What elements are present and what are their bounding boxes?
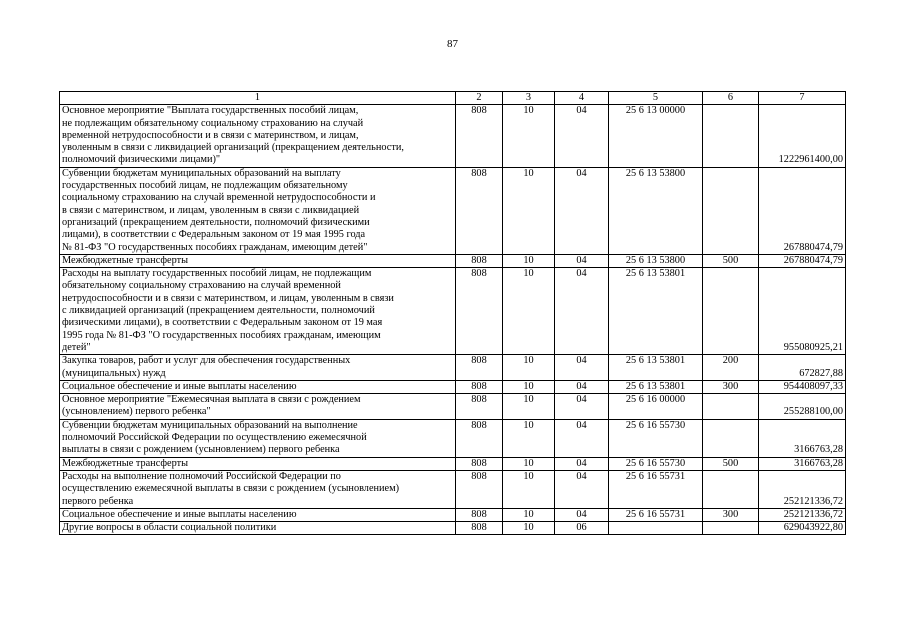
section-code: 10 <box>503 470 555 508</box>
subsection-code: 04 <box>555 355 609 381</box>
budget-table <box>59 91 846 535</box>
target-article-code: 25 6 16 55731 <box>609 470 703 508</box>
subsection-code: 04 <box>555 470 609 508</box>
item-name-line: обязательному социальному страхованию на случай временной <box>62 280 341 292</box>
amount: 252121336,72 <box>759 470 846 508</box>
target-article-code: 25 6 16 55730 <box>609 419 703 457</box>
ministry-code: 808 <box>456 470 503 508</box>
table-row <box>60 268 846 355</box>
amount: 3166763,28 <box>759 419 846 457</box>
table-row <box>60 105 846 167</box>
subsection-code: 04 <box>555 105 609 167</box>
target-article-code: 25 6 13 53801 <box>609 268 703 355</box>
page-number: 87 <box>447 38 458 50</box>
item-name-line: Субвенции бюджетам муниципальных образований на выплату <box>62 167 341 179</box>
ministry-code: 808 <box>456 508 503 521</box>
item-name-line: Социальное обеспечение и иные выплаты населению <box>62 508 297 520</box>
item-name <box>60 268 456 355</box>
item-name-line: с ликвидацией организаций (прекращением деятельности, полномочий <box>62 305 375 317</box>
column-header: 6 <box>703 92 759 105</box>
expense-type-code: 500 <box>703 457 759 470</box>
target-article-code: 25 6 13 53801 <box>609 355 703 381</box>
item-name-line: Основное мероприятие "Ежемесячная выплата в связи с рождением <box>62 394 361 406</box>
item-name <box>60 457 456 470</box>
item-name-line: в связи с материнством, и лицам, уволенным в связи с ликвидацией <box>62 204 360 216</box>
ministry-code: 808 <box>456 355 503 381</box>
subsection-code: 04 <box>555 457 609 470</box>
target-article-code: 25 6 13 00000 <box>609 105 703 167</box>
subsection-code: 04 <box>555 394 609 420</box>
expense-type-code: 300 <box>703 380 759 393</box>
ministry-code: 808 <box>456 167 503 254</box>
item-name-line: (усыновлением) первого ребенка" <box>62 406 211 418</box>
amount: 267880474,79 <box>759 254 846 267</box>
target-article-code: 25 6 16 00000 <box>609 394 703 420</box>
target-article-code: 25 6 13 53801 <box>609 380 703 393</box>
item-name <box>60 394 456 420</box>
item-name-line: государственных пособий лицам, не подлежащим обязательному <box>62 180 348 192</box>
section-code: 10 <box>503 254 555 267</box>
ministry-code: 808 <box>456 522 503 535</box>
section-code: 10 <box>503 394 555 420</box>
table-row <box>60 457 846 470</box>
expense-type-code <box>703 394 759 420</box>
table-row <box>60 522 846 535</box>
item-name <box>60 105 456 167</box>
table-row <box>60 470 846 508</box>
expense-type-code <box>703 522 759 535</box>
table-row <box>60 167 846 254</box>
table-row <box>60 508 846 521</box>
expense-type-code <box>703 105 759 167</box>
item-name-line: организаций (прекращением деятельности, полномочий физическими <box>62 216 370 228</box>
ministry-code: 808 <box>456 419 503 457</box>
ministry-code: 808 <box>456 380 503 393</box>
table-row <box>60 380 846 393</box>
section-code: 10 <box>503 167 555 254</box>
column-header: 3 <box>503 92 555 105</box>
item-name <box>60 508 456 521</box>
item-name-line: Расходы на выплату государственных пособий лицам, не подлежащим <box>62 268 372 280</box>
ministry-code: 808 <box>456 105 503 167</box>
amount: 252121336,72 <box>759 508 846 521</box>
target-article-code <box>609 522 703 535</box>
item-name-line: полномочий Российской Федерации по осуществлению ежемесячной <box>62 432 367 444</box>
column-header: 4 <box>555 92 609 105</box>
item-name-line: осуществлению ежемесячной выплаты в связи с рождением (усыновлением) <box>62 483 400 495</box>
item-name-line: 1995 года № 81-ФЗ "О государственных пособиях гражданам, имеющим <box>62 329 381 341</box>
item-name <box>60 522 456 535</box>
item-name-line: Межбюджетные трансферты <box>62 457 189 469</box>
section-code: 10 <box>503 522 555 535</box>
section-code: 10 <box>503 508 555 521</box>
table-row <box>60 419 846 457</box>
item-name-line: социальному страхованию на случай временной нетрудоспособности и <box>62 192 376 204</box>
item-name-line: Расходы на выполнение полномочий Российской Федерации по <box>62 470 341 482</box>
table-row <box>60 254 846 267</box>
item-name-line: Основное мероприятие "Выплата государственных пособий лицам, <box>62 105 359 117</box>
item-name-line: (муниципальных) нужд <box>62 367 166 379</box>
expense-type-code <box>703 268 759 355</box>
ministry-code: 808 <box>456 268 503 355</box>
column-header: 7 <box>759 92 846 105</box>
section-code: 10 <box>503 355 555 381</box>
amount: 629043922,80 <box>759 522 846 535</box>
item-name-line: № 81-ФЗ "О государственных пособиях гражданам, имеющим детей" <box>62 241 368 253</box>
ministry-code: 808 <box>456 254 503 267</box>
subsection-code: 04 <box>555 419 609 457</box>
expense-type-code <box>703 470 759 508</box>
column-header: 2 <box>456 92 503 105</box>
target-article-code: 25 6 16 55730 <box>609 457 703 470</box>
subsection-code: 04 <box>555 380 609 393</box>
item-name-line: уволенным в связи с ликвидацией организаций (прекращением деятельности, <box>62 142 404 154</box>
item-name-line: детей" <box>62 341 91 353</box>
item-name-line: Другие вопросы в области социальной политики <box>62 522 277 534</box>
item-name-line: Социальное обеспечение и иные выплаты населению <box>62 380 297 392</box>
amount: 255288100,00 <box>759 394 846 420</box>
amount: 955080925,21 <box>759 268 846 355</box>
item-name-line: физическими лицами), в соответствии с Федеральным законом от 19 мая <box>62 317 383 329</box>
column-header: 1 <box>60 92 456 105</box>
item-name <box>60 470 456 508</box>
target-article-code: 25 6 16 55731 <box>609 508 703 521</box>
item-name <box>60 254 456 267</box>
amount: 267880474,79 <box>759 167 846 254</box>
item-name <box>60 355 456 381</box>
item-name-line: лицами), в соответствии с Федеральным законом от 19 мая 1995 года <box>62 229 366 241</box>
section-code: 10 <box>503 457 555 470</box>
section-code: 10 <box>503 419 555 457</box>
amount: 3166763,28 <box>759 457 846 470</box>
expense-type-code: 300 <box>703 508 759 521</box>
target-article-code: 25 6 13 53800 <box>609 167 703 254</box>
item-name-line: Закупка товаров, работ и услуг для обеспечения государственных <box>62 355 351 367</box>
amount: 954408097,33 <box>759 380 846 393</box>
item-name-line: временной нетрудоспособности и в связи с материнством, и лицам, <box>62 129 359 141</box>
table-row <box>60 355 846 381</box>
item-name-line: первого ребенка <box>62 495 134 507</box>
amount: 672827,88 <box>759 355 846 381</box>
item-name-line: полномочий физическими лицами)" <box>62 154 221 166</box>
item-name-line: не подлежащим обязательному социальному страхованию на случай <box>62 117 364 129</box>
table-row <box>60 394 846 420</box>
item-name <box>60 380 456 393</box>
ministry-code: 808 <box>456 394 503 420</box>
subsection-code: 04 <box>555 268 609 355</box>
header-row <box>60 92 846 105</box>
expense-type-code: 200 <box>703 355 759 381</box>
item-name-line: Субвенции бюджетам муниципальных образований на выполнение <box>62 419 358 431</box>
column-header: 5 <box>609 92 703 105</box>
target-article-code: 25 6 13 53800 <box>609 254 703 267</box>
expense-type-code <box>703 167 759 254</box>
section-code: 10 <box>503 105 555 167</box>
expense-type-code <box>703 419 759 457</box>
subsection-code: 06 <box>555 522 609 535</box>
ministry-code: 808 <box>456 457 503 470</box>
subsection-code: 04 <box>555 254 609 267</box>
amount: 1222961400,00 <box>759 105 846 167</box>
item-name-line: выплаты в связи с рождением (усыновлением) первого ребенка <box>62 444 340 456</box>
section-code: 10 <box>503 268 555 355</box>
expense-type-code: 500 <box>703 254 759 267</box>
subsection-code: 04 <box>555 167 609 254</box>
item-name-line: Межбюджетные трансферты <box>62 254 189 266</box>
section-code: 10 <box>503 380 555 393</box>
subsection-code: 04 <box>555 508 609 521</box>
item-name <box>60 167 456 254</box>
item-name <box>60 419 456 457</box>
item-name-line: нетрудоспособности и в связи с материнством, и лицам, уволенным в связи <box>62 292 394 304</box>
